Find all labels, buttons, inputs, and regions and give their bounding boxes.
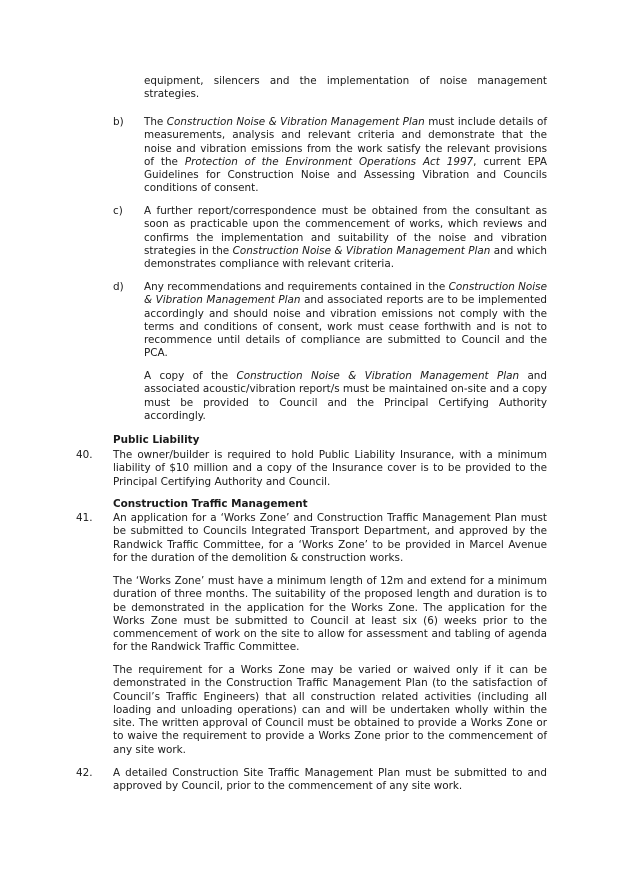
item-d-follow-plan-title: Construction Noise & Vibration Management Plan bbox=[236, 370, 520, 382]
item-c-plan-title: Construction Noise & Vibration Management Plan bbox=[232, 244, 491, 257]
item-d-follow-paragraph bbox=[144, 370, 547, 423]
continuation-paragraph: equipment, silencers and the implementation of noise management strategies. bbox=[144, 75, 547, 101]
condition-number-40: 40. bbox=[76, 449, 93, 461]
item-b-act-title: Protection of the Environment Operations Act 1997 bbox=[184, 155, 474, 168]
item-b-text-1: The bbox=[144, 116, 167, 128]
item-b-text-3: , current EPA Guidelines for Construction Noise and Assessing Vibration and Councils conditions of consent. bbox=[144, 155, 547, 195]
traffic-paragraph-2: The ‘Works Zone’ must have a minimum length of 12m and extend for a minimum duration of three months. The suitability of the proposed length and duration is to be demonstrated in the application for the Works Zone. The application for the Works Zone must be submitted to Council at least six (6) weeks prior to the commencement of work on the site to allow for assessment and tabling of agenda for the Randwick Traffic Committee. bbox=[113, 575, 547, 654]
item-d-follow-text-2: and associated acoustic/vibration report/s must be maintained on-site and a copy must be provided to Council and the Principal Certifying Authority accordingly. bbox=[144, 370, 547, 422]
item-b-paragraph bbox=[144, 116, 547, 196]
condition-number-42: 42. bbox=[76, 767, 93, 779]
traffic-management-heading: Construction Traffic Management bbox=[113, 498, 308, 510]
item-b-text-2: must include details of measurements, analysis and relevant criteria and demonstrate that the noise and vibration emissions from the work satisfy the relevant provisions of the bbox=[144, 116, 547, 168]
item-b-plan-title: Construction Noise & Vibration Management Plan bbox=[166, 116, 425, 128]
public-liability-heading: Public Liability bbox=[113, 434, 200, 446]
item-d-text-1: Any recommendations and requirements contained in the bbox=[144, 281, 449, 293]
item-d-text-2: and associated reports are to be implemented accordingly and should noise and vibration emissions not comply with the terms and conditions of consent, work must cease forthwith and is not to recommence until details of compliance are submitted to Council and the PCA. bbox=[144, 294, 548, 360]
item-c-paragraph bbox=[144, 205, 547, 271]
item-d-plan-title: Construction Noise & Vibration Management Plan bbox=[144, 281, 547, 307]
item-marker-c: c) bbox=[113, 205, 123, 217]
item-marker-d: d) bbox=[113, 281, 124, 293]
item-d-paragraph bbox=[144, 281, 547, 361]
traffic-paragraph-3: The requirement for a Works Zone may be varied or waived only if it can be demonstrated in the Construction Traffic Management Plan (to the satisfaction of Council’s Traffic Engineers) that all construction related activities (including all loading and unloading operations) can and will be undertaken wholly within the site. The written approval of Council must be obtained to provide a Works Zone or to waive the requirement to provide a Works Zone prior to the commencement of any site work. bbox=[113, 664, 547, 756]
item-c-text-1: A further report/correspondence must be obtained from the consultant as soon as practicable upon the commencement of works, which reviews and confirms the implementation and suitability of the noise and vibration strategies in the bbox=[144, 205, 547, 257]
condition-number-41: 41. bbox=[76, 512, 93, 524]
item-d-follow-text-1: A copy of the bbox=[144, 370, 237, 382]
traffic-paragraph-1: An application for a ‘Works Zone’ and Construction Traffic Management Plan must be submitted to Councils Integrated Transport Department, and approved by the Randwick Traffic Committee, for a ‘Works Zone’ to be provided in Marcel Avenue for the duration of the demolition & construction works. bbox=[113, 512, 547, 564]
site-traffic-paragraph: A detailed Construction Site Traffic Management Plan must be submitted to and approved by Council, prior to the commencement of any site work. bbox=[113, 767, 547, 793]
public-liability-paragraph: The owner/builder is required to hold Public Liability Insurance, with a minimum liability of $10 million and a copy of the Insurance cover is to be provided to the Principal Certifying Authority and Council. bbox=[113, 449, 547, 488]
item-c-text-2: and which demonstrates compliance with relevant criteria. bbox=[144, 244, 547, 271]
item-marker-b: b) bbox=[113, 116, 124, 128]
